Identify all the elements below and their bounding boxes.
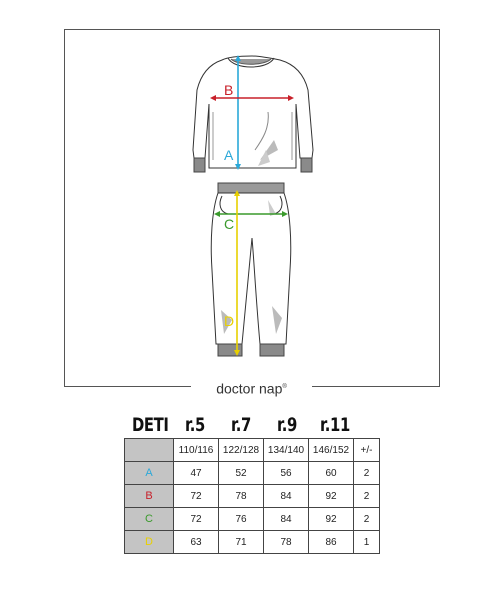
column-header-tolerance: +/- [354, 439, 380, 462]
table-cell: 76 [219, 508, 264, 531]
size-table [124, 438, 380, 554]
table-cell: 2 [354, 485, 380, 508]
row-label-d: D [125, 531, 174, 554]
table-cell: 2 [354, 462, 380, 485]
size-label-r7: r.7 [231, 414, 251, 436]
table-cell: 47 [174, 462, 219, 485]
table-row [125, 531, 380, 554]
table-cell: 84 [264, 485, 309, 508]
column-header: 134/140 [264, 439, 309, 462]
table-cell: 86 [309, 531, 354, 554]
table-cell: 78 [219, 485, 264, 508]
table-cell: 92 [309, 508, 354, 531]
table-cell: 63 [174, 531, 219, 554]
column-header: 110/116 [174, 439, 219, 462]
header-corner-cell [125, 439, 174, 462]
pants-drawing [211, 183, 291, 356]
table-cell: 72 [174, 508, 219, 531]
row-label-b: B [125, 485, 174, 508]
size-label-r9: r.9 [277, 414, 297, 436]
table-header-row [125, 439, 380, 462]
table-row [125, 485, 380, 508]
table-cell: 92 [309, 485, 354, 508]
table-cell: 1 [354, 531, 380, 554]
table-cell: 71 [219, 531, 264, 554]
table-cell: 56 [264, 462, 309, 485]
measure-label-a: A [224, 147, 234, 163]
row-label-c: C [125, 508, 174, 531]
column-header: 122/128 [219, 439, 264, 462]
measure-label-c: C [224, 216, 235, 232]
size-label-r11: r.11 [320, 414, 350, 436]
brand-logo: doctor nap® [191, 377, 312, 397]
table-title: DETI [132, 414, 169, 436]
measure-label-d: D [224, 313, 235, 329]
table-cell: 60 [309, 462, 354, 485]
table-cell: 84 [264, 508, 309, 531]
table-row [125, 462, 380, 485]
table-cell: 72 [174, 485, 219, 508]
table-cell: 52 [219, 462, 264, 485]
shirt-drawing [193, 56, 313, 172]
measure-label-b: B [224, 82, 234, 98]
table-cell: 78 [264, 531, 309, 554]
column-header: 146/152 [309, 439, 354, 462]
table-row [125, 508, 380, 531]
size-label-r5: r.5 [185, 414, 205, 436]
table-cell: 2 [354, 508, 380, 531]
row-label-a: A [125, 462, 174, 485]
